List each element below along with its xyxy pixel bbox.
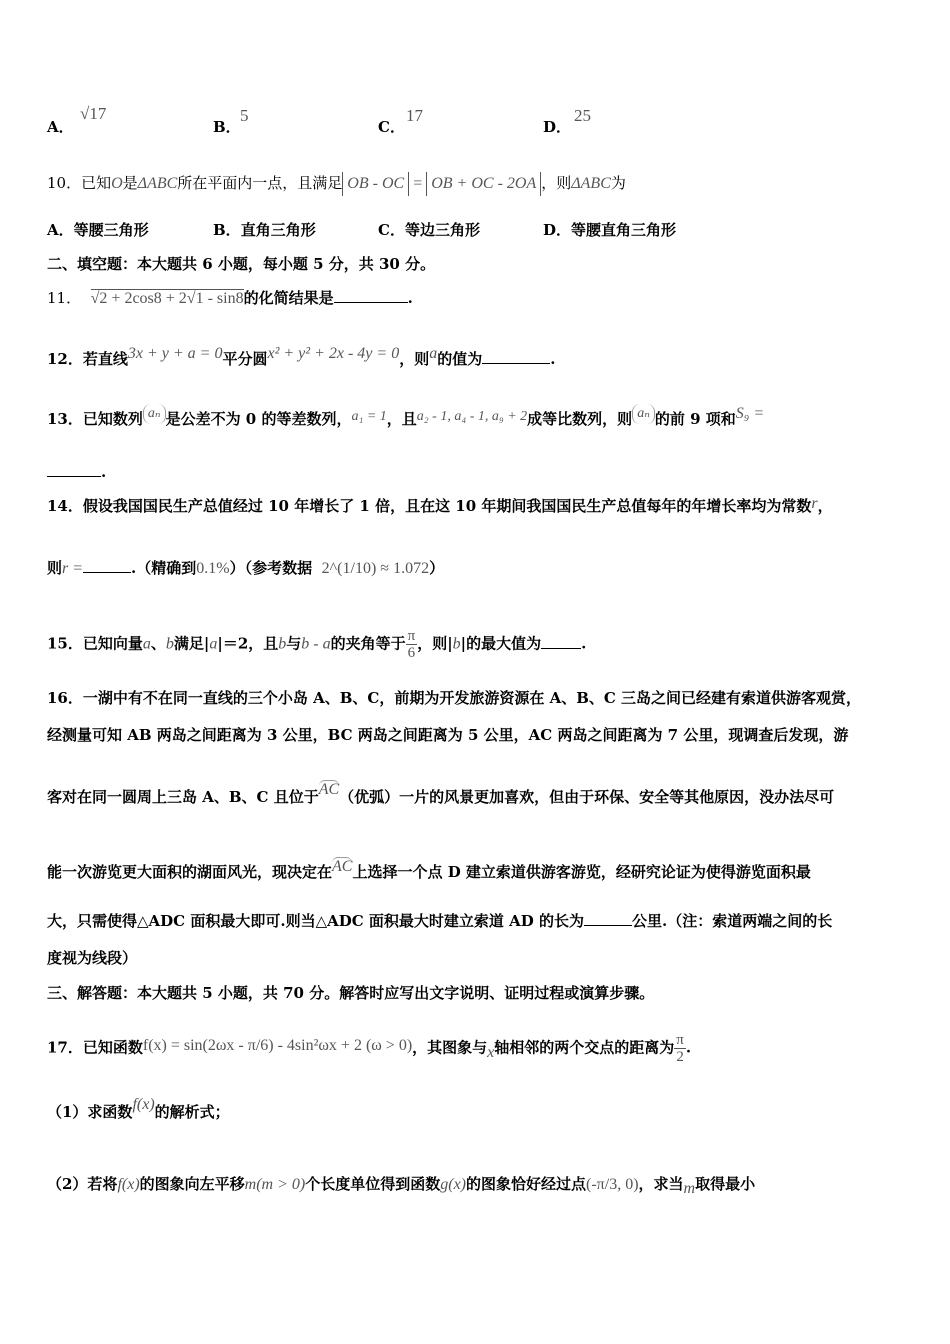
q16-line-6: 度视为线段） bbox=[47, 949, 138, 967]
question-17-part-2 bbox=[47, 1174, 755, 1195]
q12-text-d: 的值为 bbox=[437, 350, 483, 368]
q15-text-e: 的夹角等于 bbox=[330, 634, 406, 653]
q15-vec-b: b bbox=[165, 635, 174, 653]
q10-option-a-value: 等腰三角形 bbox=[73, 221, 149, 239]
q15-diff: b - a bbox=[301, 635, 331, 653]
q10-expr-right: OB + OC - 2OA bbox=[426, 172, 541, 196]
q17-2-text-e: ，求当 bbox=[638, 1175, 684, 1193]
q13-s9: S₉ = bbox=[735, 405, 765, 422]
q13-text-d: 成等比数列，则 bbox=[527, 410, 633, 428]
q17-2-text-d: 的图象恰好经过点 bbox=[466, 1175, 587, 1193]
q17-dist bbox=[674, 1032, 686, 1065]
q9-option-c-value: 17 bbox=[406, 106, 423, 125]
q15-text-a: 15．已知向量 bbox=[47, 634, 143, 653]
q14-text-a: 14．假设我国国民生产总值经过 10 年增长了 1 倍，且在这 10 年期间我国国民生产总值每年的年增长率均为常数 bbox=[47, 497, 812, 515]
q9-option-a-label: A． bbox=[47, 118, 74, 136]
q13-seq-2: aₙ bbox=[632, 404, 655, 424]
q17-2-text-f: 取得最小 bbox=[695, 1175, 756, 1193]
question-17 bbox=[47, 1032, 691, 1065]
q17-text-a: 17．已知函数 bbox=[47, 1038, 143, 1057]
q10-triangle: ΔABC bbox=[137, 175, 178, 192]
q10-option-d bbox=[543, 219, 676, 240]
q10-option-b-label: B． bbox=[213, 221, 241, 239]
q15-text-f: ，则| bbox=[417, 634, 453, 653]
q13-terms: a₂ - 1, a₄ - 1, a₉ + 2 bbox=[416, 409, 528, 424]
q17-text-b: ，其图象与 bbox=[412, 1038, 488, 1057]
question-12 bbox=[47, 345, 556, 370]
q17-2-fx: f(x) bbox=[117, 1176, 140, 1193]
q12-text-b: 平分圆 bbox=[222, 350, 268, 368]
q16-line-3 bbox=[47, 781, 835, 808]
q14-text-f: ） bbox=[429, 559, 445, 577]
q15-angle-num: π bbox=[407, 628, 416, 644]
q14-precision: 0.1% bbox=[196, 560, 230, 577]
q13-text-b: 是公差不为 0 的等差数列， bbox=[165, 410, 352, 428]
q12-blank[interactable] bbox=[482, 349, 550, 364]
q16-line-4b: 上选择一个点 D 建立索道供游客游览，经研究论证为使得游览面积最 bbox=[352, 863, 811, 881]
q14-text-d: .（精确到 bbox=[131, 559, 197, 577]
q14-r-eq: r = bbox=[62, 560, 84, 577]
q17-2-m2: m bbox=[683, 1180, 696, 1197]
q9-option-b-label: B． bbox=[213, 118, 241, 136]
q11-text: 的化简结果是 bbox=[243, 289, 334, 307]
q17-2-text-a: （2）若将 bbox=[47, 1175, 118, 1193]
q10-text-c: 所在平面内一点，且满足 bbox=[177, 174, 343, 192]
q15-text-b: 满足| bbox=[173, 634, 210, 653]
q12-circle-eq: x² + y² + 2x - 4y = 0 bbox=[267, 345, 400, 362]
q17-text-c: 轴相邻的两个交点的距离为 bbox=[494, 1038, 675, 1057]
q15-angle-den: 6 bbox=[407, 645, 416, 661]
q17-end: . bbox=[685, 1038, 692, 1057]
q9-option-d-value: 25 bbox=[574, 106, 591, 125]
q16-line-3b: （优弧）一片的风景更加喜欢，但由于环保、安全等其他原因，没办法尽可 bbox=[339, 788, 835, 806]
q12-var-a: a bbox=[429, 345, 438, 362]
q16-line-5 bbox=[47, 911, 832, 931]
q12-line-eq: 3x + y + a = 0 bbox=[127, 345, 223, 362]
q16-line-4 bbox=[47, 858, 811, 883]
q14-text-c: 则 bbox=[47, 559, 63, 577]
q17-1-text-a: （1）求函数 bbox=[47, 1103, 133, 1121]
q13-text-c: ，且 bbox=[386, 410, 417, 428]
q13-blank[interactable] bbox=[47, 462, 101, 477]
q16-line-2: 经测量可知 AB 两岛之间距离为 3 公里，BC 两岛之间距离为 5 公里，AC 两岛之间距离为 7 公里，现调查后发现，游 bbox=[47, 726, 849, 744]
q17-2-point: (-π/3, 0) bbox=[586, 1176, 639, 1193]
question-14 bbox=[47, 496, 833, 517]
question-15 bbox=[47, 628, 586, 661]
q10-point-o: O bbox=[111, 175, 123, 192]
question-13-cont bbox=[47, 462, 106, 482]
section-3-heading: 三、解答题：本大题共 5 小题，共 70 分。解答时应写出文字说明、证明过程或演算步骤。 bbox=[47, 984, 655, 1002]
q17-function: f(x) = sin(2ωx - π/6) - 4sin²ωx + 2 (ω > 0) bbox=[142, 1036, 413, 1054]
q11-blank[interactable] bbox=[334, 288, 408, 303]
q14-ref-data: 2^(1/10) ≈ 1.072 bbox=[321, 560, 430, 577]
q16-line-3a: 客对在同一圆周上三岛 A、B、C 且位于 bbox=[47, 788, 319, 806]
q11-end: . bbox=[407, 289, 413, 307]
q17-2-text-b: 的图象向左平移 bbox=[139, 1175, 245, 1193]
q15-text-c: |＝2，且 bbox=[217, 634, 279, 653]
q10-option-b bbox=[213, 219, 316, 240]
q15-vec-b-2: b bbox=[278, 635, 287, 653]
q14-blank[interactable] bbox=[83, 558, 131, 573]
q10-text-b: 是 bbox=[122, 174, 138, 192]
q10-option-c-label: C． bbox=[378, 221, 405, 239]
q16-line-5a: 大，只需使得△ADC 面积最大即可.则当△ADC 面积最大时建立索道 AD 的长为 bbox=[47, 912, 584, 930]
question-13 bbox=[47, 405, 765, 431]
q10-option-d-value: 等腰直角三角形 bbox=[571, 221, 677, 239]
q17-dist-den: 2 bbox=[676, 1049, 684, 1065]
q12-text-a: 12．若直线 bbox=[47, 350, 128, 368]
q17-2-text-c: 个长度单位得到函数 bbox=[305, 1175, 441, 1193]
q16-arc-2: AC bbox=[332, 858, 353, 875]
q13-text-e: 的前 9 项和 bbox=[654, 410, 736, 428]
q15-sep: 、 bbox=[150, 634, 166, 653]
q17-2-m: m(m > 0) bbox=[244, 1176, 306, 1193]
q11-expression: √2 + 2cos8 + 2√1 - sin8 bbox=[90, 290, 244, 307]
q16-blank[interactable] bbox=[584, 911, 632, 926]
q9-option-d-label: D． bbox=[543, 118, 572, 136]
q13-end: . bbox=[101, 463, 107, 481]
q10-expr-left: OB - OC bbox=[342, 172, 409, 196]
question-11 bbox=[47, 288, 413, 309]
q14-text-e: ）（参考数据 bbox=[229, 559, 313, 577]
q10-option-a bbox=[47, 219, 149, 240]
q14-text-b: ， bbox=[817, 497, 833, 515]
q16-line-4a: 能一次游览更大面积的湖面风光，现决定在 bbox=[47, 863, 333, 881]
q13-a1: a₁ = 1 bbox=[351, 409, 387, 424]
q13-text-a: 13．已知数列 bbox=[47, 410, 143, 428]
question-17-part-1 bbox=[47, 1096, 230, 1123]
q15-end: . bbox=[581, 634, 587, 653]
q15-text-g: |的最大值为 bbox=[460, 634, 542, 653]
q10-text-d: ，则 bbox=[541, 174, 572, 192]
q10-option-d-label: D． bbox=[543, 221, 572, 239]
q10-triangle-2: ΔABC bbox=[571, 175, 611, 192]
q17-x: x bbox=[487, 1043, 495, 1061]
question-10 bbox=[47, 172, 626, 196]
q16-line-1: 16．一湖中有不在同一直线的三个小岛 A、B、C，前期为开发旅游资源在 A、B、C 三岛之间已经建有索道供游客观赏， bbox=[47, 689, 862, 707]
q10-option-c bbox=[378, 219, 480, 240]
q10-option-b-value: 直角三角形 bbox=[240, 221, 316, 239]
q15-angle bbox=[406, 628, 418, 661]
q15-vec-a: a bbox=[142, 635, 151, 653]
q14-r: r bbox=[811, 495, 818, 512]
q16-line-5b: 公里.（注：索道两端之间的长 bbox=[632, 912, 833, 930]
q17-2-gx: g(x) bbox=[440, 1176, 466, 1193]
q17-dist-num: π bbox=[676, 1032, 684, 1048]
q10-text-e: 为 bbox=[610, 174, 626, 192]
q12-end: . bbox=[550, 350, 556, 368]
q15-text-d: 与 bbox=[286, 634, 302, 653]
q9-option-c-label: C． bbox=[378, 118, 405, 136]
q10-eq: = bbox=[409, 175, 427, 192]
q9-option-a-value: √17 bbox=[80, 104, 107, 123]
q11-number: 11． bbox=[47, 289, 82, 307]
q17-1-text-b: 的解析式； bbox=[154, 1103, 230, 1121]
q10-text-a: 10．已知 bbox=[47, 174, 112, 192]
section-2-heading: 二、填空题：本大题共 6 小题，每小题 5 分，共 30 分。 bbox=[47, 255, 436, 273]
q15-vec-b-3: b bbox=[452, 635, 461, 653]
q12-text-c: ，则 bbox=[399, 350, 430, 368]
question-14-cont bbox=[47, 558, 444, 579]
q15-vec-a-2: a bbox=[209, 635, 218, 653]
q17-1-fx: f(x) bbox=[132, 1096, 155, 1113]
q10-option-a-label: A． bbox=[47, 221, 74, 239]
q9-option-b-value: 5 bbox=[240, 106, 249, 125]
q15-blank[interactable] bbox=[541, 634, 581, 649]
q16-arc: AC bbox=[318, 781, 340, 798]
q10-option-c-value: 等边三角形 bbox=[404, 221, 480, 239]
q13-seq: aₙ bbox=[143, 404, 166, 424]
